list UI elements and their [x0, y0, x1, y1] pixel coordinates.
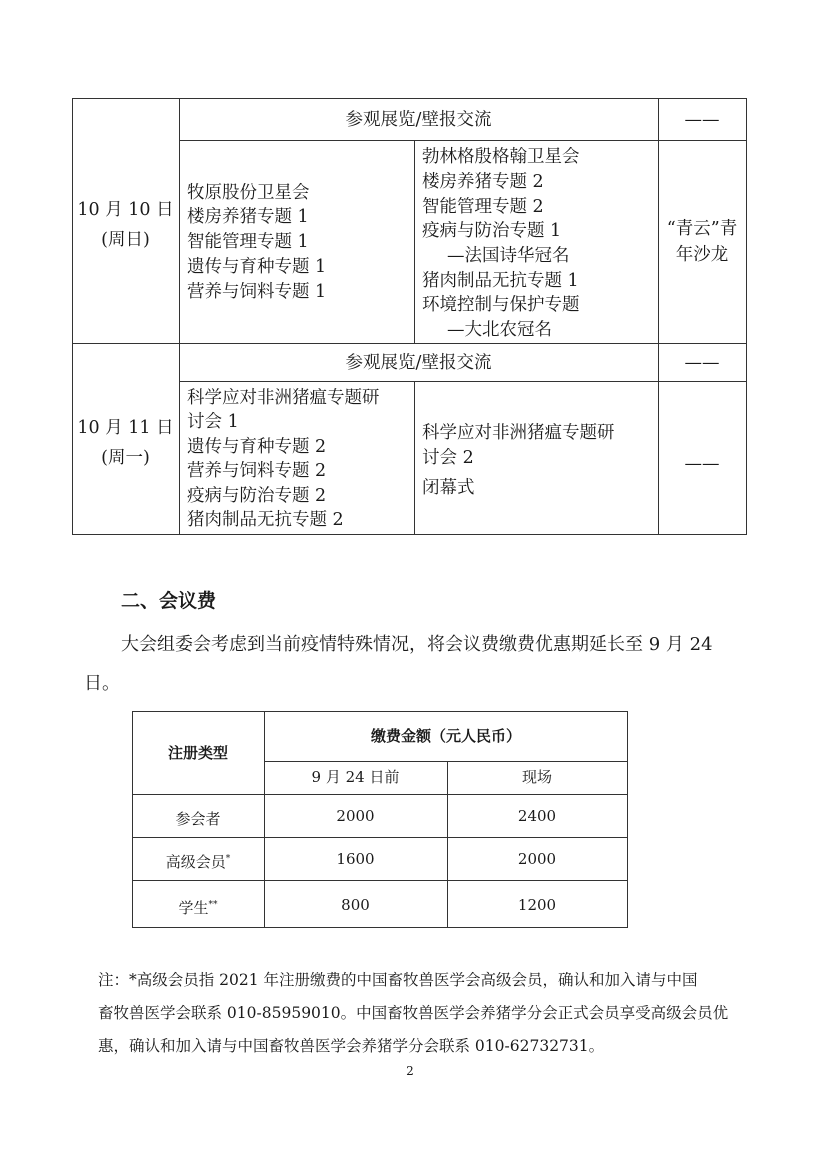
session-sponsor: —法国诗华冠名 — [447, 246, 570, 266]
day1-expo-dash: —— — [684, 110, 720, 130]
fee-header-amount: 缴费金额（元人民币） — [370, 727, 521, 745]
session-item: 环境控制与保护专题 — [422, 295, 580, 315]
day1-expo: 参观展览/壁报交流 — [345, 110, 492, 130]
session-item: 牧原股份卫星会 — [187, 183, 310, 203]
session-item: 智能管理专题 1 — [187, 232, 309, 252]
section-paragraph-line2: 日。 — [84, 673, 120, 694]
session-sponsor: —大北农冠名 — [447, 320, 552, 340]
section-paragraph-line1: 大会组委会考虑到当前疫情特殊情况，将会议费缴费优惠期延长至 9 月 24 — [121, 634, 713, 655]
fee-row-early: 800 — [341, 896, 370, 914]
session-item: 猪肉制品无抗专题 1 — [422, 271, 579, 291]
note-line1: 注：*高级会员指 2021 年注册缴费的中国畜牧兽医学会高级会员，确认和加入请与中国 — [98, 971, 698, 989]
session-item: 疫病与防治专题 1 — [422, 221, 562, 241]
fee-row-early: 2000 — [336, 807, 375, 825]
day1-weekday: (周日) — [101, 230, 150, 250]
page-number: 2 — [406, 1064, 414, 1078]
session-item: 科学应对非洲猪瘟专题研 — [422, 423, 615, 443]
fee-row-type — [132, 849, 264, 872]
fee-row-type — [132, 895, 264, 918]
session-item: 讨会 2 — [422, 448, 474, 468]
fee-type-label: 学生 — [178, 899, 209, 917]
day2-date: 10 月 11 日 — [77, 418, 174, 438]
day1-date: 10 月 10 日 — [77, 200, 174, 220]
session-item: 营养与饲料专题 1 — [187, 282, 327, 302]
day2-expo-dash: —— — [684, 353, 720, 373]
session-item: 遗传与育种专题 1 — [187, 257, 327, 277]
day2-evening-dash: —— — [684, 454, 720, 474]
fee-row-onsite: 1200 — [517, 896, 557, 914]
fee-header-type: 注册类型 — [167, 744, 228, 762]
section-heading: 二、会议费 — [121, 590, 217, 612]
fee-row-onsite: 2000 — [517, 850, 557, 868]
session-item: 闭幕式 — [422, 478, 475, 498]
session-item: 讨会 1 — [187, 412, 239, 432]
fee-type-label: 高级会员 — [165, 853, 226, 871]
session-item: 楼房养猪专题 2 — [422, 172, 544, 192]
day2-expo: 参观展览/壁报交流 — [345, 353, 492, 373]
fee-row-type — [132, 806, 264, 829]
session-item: 营养与饲料专题 2 — [187, 461, 327, 481]
fee-header-early: 9 月 24 日前 — [311, 768, 400, 786]
day1-evening: 年沙龙 — [675, 245, 729, 265]
session-item: 疫病与防治专题 2 — [187, 486, 327, 506]
footnote-mark: * — [225, 854, 231, 864]
session-item: 科学应对非洲猪瘟专题研 — [187, 388, 380, 408]
session-item: 智能管理专题 2 — [422, 197, 544, 217]
note-line2: 畜牧兽医学会联系 010-85959010。中国畜牧兽医学会养猪学分会正式会员享受高级会员优 — [98, 1004, 729, 1022]
session-item: 遗传与育种专题 2 — [187, 437, 327, 457]
fee-row-onsite: 2400 — [517, 807, 557, 825]
fee-type-label: 参会者 — [175, 810, 221, 828]
session-item: 猪肉制品无抗专题 2 — [187, 510, 344, 530]
session-item: 勃林格殷格翰卫星会 — [422, 147, 580, 167]
session-item: 楼房养猪专题 1 — [187, 207, 309, 227]
day2-weekday: (周一) — [101, 448, 150, 468]
day1-evening: “青云”青 — [666, 219, 738, 239]
footnote-mark: ** — [208, 900, 218, 910]
note-line3: 惠，确认和加入请与中国畜牧兽医学会养猪学分会联系 010-62732731。 — [98, 1037, 605, 1055]
fee-row-early: 1600 — [336, 850, 375, 868]
fee-header-onsite: 现场 — [521, 768, 552, 786]
